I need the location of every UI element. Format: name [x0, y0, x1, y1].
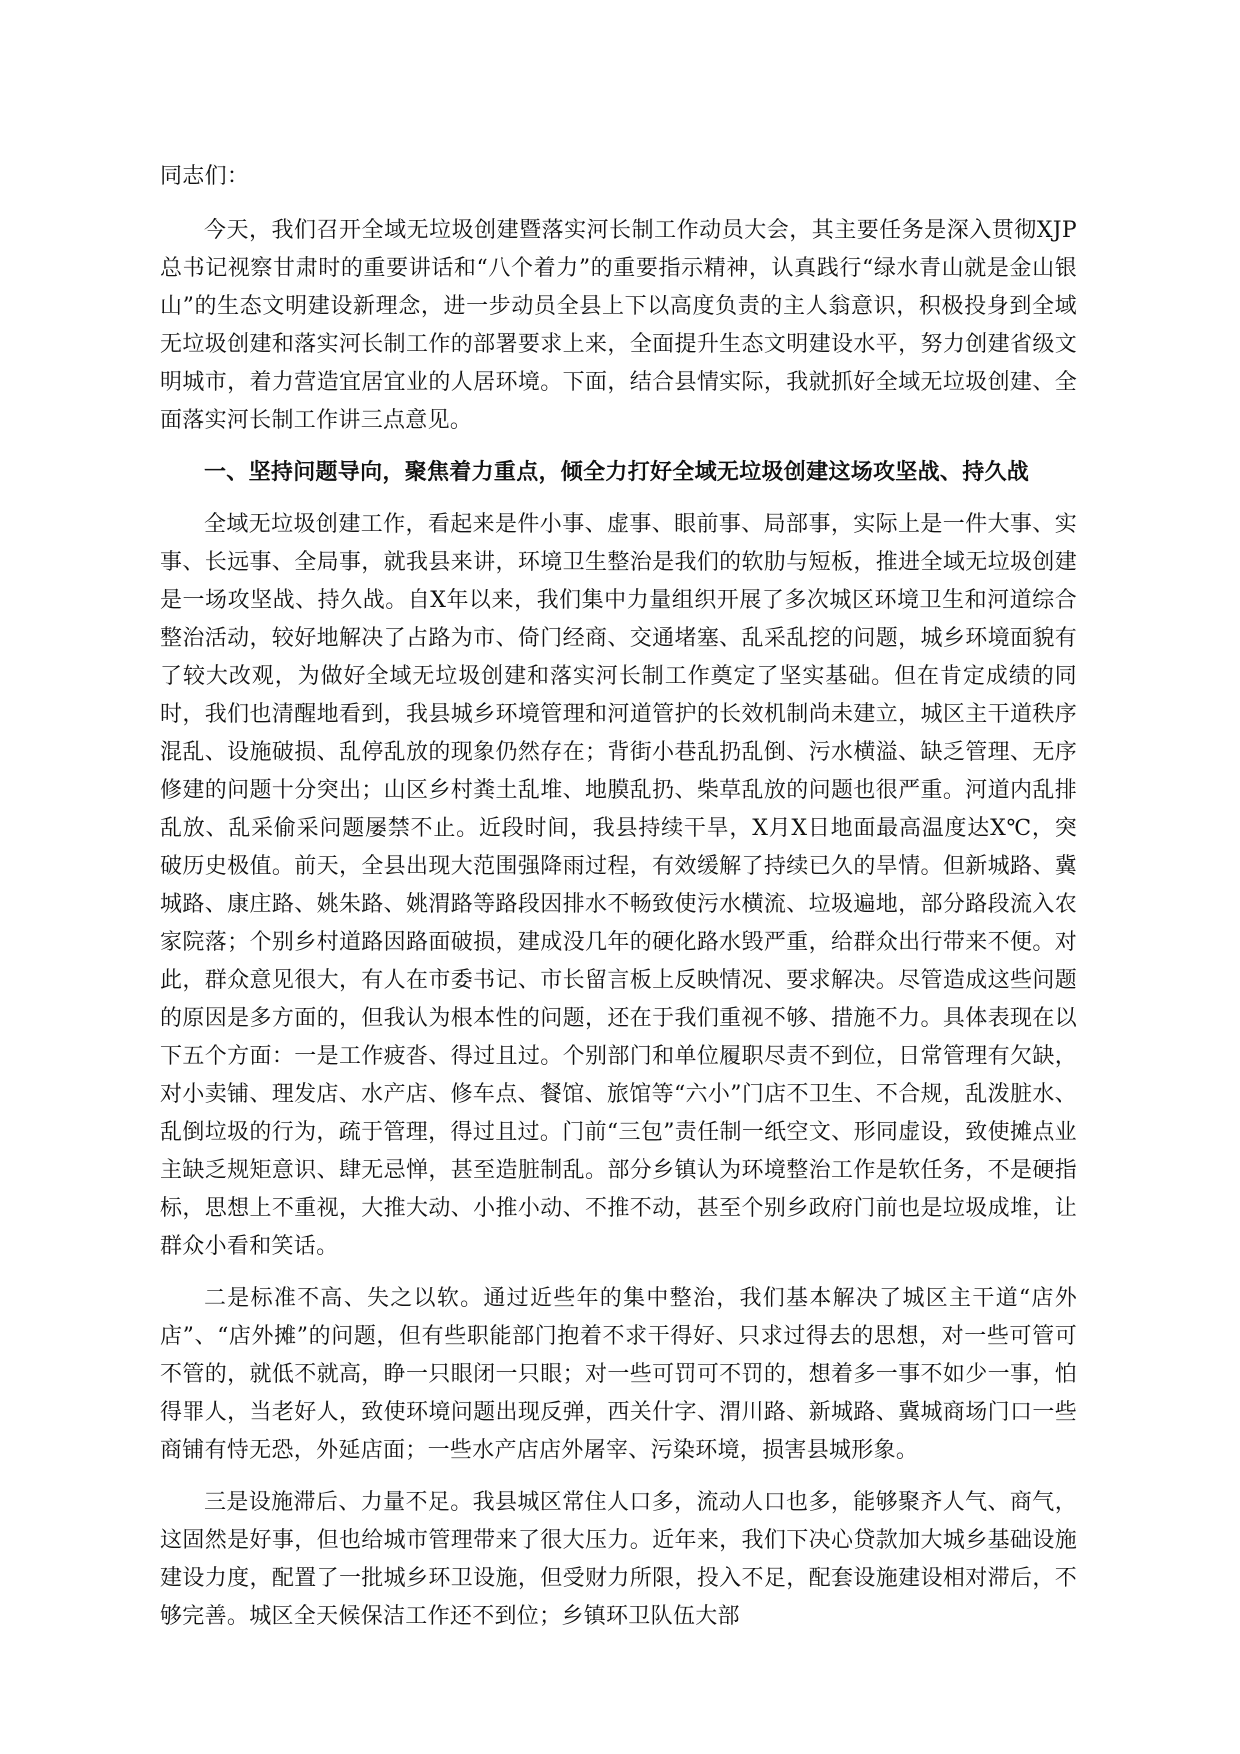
paragraph-body-2: 二是标准不高、失之以软。通过近些年的集中整治，我们基本解决了城区主干道“店外店”、“店外摊”的问题，但有些职能部门抱着不求干得好、只求过得去的思想，对一些可管可不管的，就低不就高，睁一只眼闭一只眼；对一些可罚可不罚的，想着多一事不如少一事，怕得罪人，当老好人，致使环境问题出现反弹，西关什字、渭川路、新城路、冀城商场门口一些商铺有恃无恐，外延店面；一些水产店店外屠宰、污染环境，损害县城形象。 — [160, 1286, 1077, 1463]
section-heading-1: 一、坚持问题导向，聚焦着力重点，倾全力打好全域无垃圾创建这场攻坚战、持久战 — [204, 460, 1030, 485]
document-page — [160, 158, 1077, 1650]
paragraph-body-1: 全域无垃圾创建工作，看起来是件小事、虚事、眼前事、局部事，实际上是一件大事、实事、长远事、全局事，就我县来讲，环境卫生整治是我们的软肋与短板，推进全域无垃圾创建是一场攻坚战、持久战。自X年以来，我们集中力量组织开展了多次城区环境卫生和河道综合整治活动，较好地解决了占路为市、倚门经商、交通堵塞、乱采乱挖的问题，城乡环境面貌有了较大改观，为做好全域无垃圾创建和落实河长制工作奠定了坚实基础。但在肯定成绩的同时，我们也清醒地看到，我县城乡环境管理和河道管护的长效机制尚未建立，城区主干道秩序混乱、设施破损、乱停乱放的现象仍然存在；背街小巷乱扔乱倒、污水横溢、缺乏管理、无序修建的问题十分突出；山区乡村粪土乱堆、地膜乱扔、柴草乱放的问题也很严重。河道内乱排乱放、乱采偷采问题屡禁不止。近段时间，我县持续干旱，X月X日地面最高温度达X℃，突破历史极值。前天，全县出现大范围强降雨过程，有效缓解了持续已久的旱情。但新城路、冀城路、康庄路、姚朱路、姚渭路等路段因排水不畅致使污水横流、垃圾遍地，部分路段流入农家院落；个别乡村道路因路面破损，建成没几年的硬化路水毁严重，给群众出行带来不便。对此，群众意见很大，有人在市委书记、市长留言板上反映情况、要求解决。尽管造成这些问题的原因是多方面的，但我认为根本性的问题，还在于我们重视不够、措施不力。具体表现在以下五个方面：一是工作疲沓、得过且过。个别部门和单位履职尽责不到位，日常管理有欠缺，对小卖铺、理发店、水产店、修车点、餐馆、旅馆等“六小”门店不卫生、不合规，乱泼脏水、乱倒垃圾的行为，疏于管理，得过且过。门前“三包”责任制一纸空文、形同虚设，致使摊点业主缺乏规矩意识、肆无忌惮，甚至造脏制乱。部分乡镇认为环境整治工作是软任务，不是硬指标，思想上不重视，大推大动、小推小动、不推不动，甚至个别乡政府门前也是垃圾成堆，让群众小看和笑话。 — [160, 512, 1077, 1259]
salutation: 同志们： — [160, 164, 250, 189]
paragraph-intro: 今天，我们召开全域无垃圾创建暨落实河长制工作动员大会，其主要任务是深入贯彻XJP总书记视察甘肃时的重要讲话和“八个着力”的重要指示精神，认真践行“绿水青山就是金山银山”的生态文明建设新理念，进一步动员全县上下以高度负责的主人翁意识，积极投身到全域无垃圾创建和落实河长制工作的部署要求上来，全面提升生态文明建设水平，努力创建省级文明城市，着力营造宜居宜业的人居环境。下面，结合县情实际，我就抓好全域无垃圾创建、全面落实河长制工作讲三点意见。 — [160, 218, 1077, 433]
paragraph-body-3: 三是设施滞后、力量不足。我县城区常住人口多，流动人口也多，能够聚齐人气、商气，这固然是好事，但也给城市管理带来了很大压力。近年来，我们下决心贷款加大城乡基础设施建设力度，配置了一批城乡环卫设施，但受财力所限，投入不足，配套设施建设相对滞后，不够完善。城区全天候保洁工作还不到位；乡镇环卫队伍大部 — [160, 1490, 1077, 1629]
